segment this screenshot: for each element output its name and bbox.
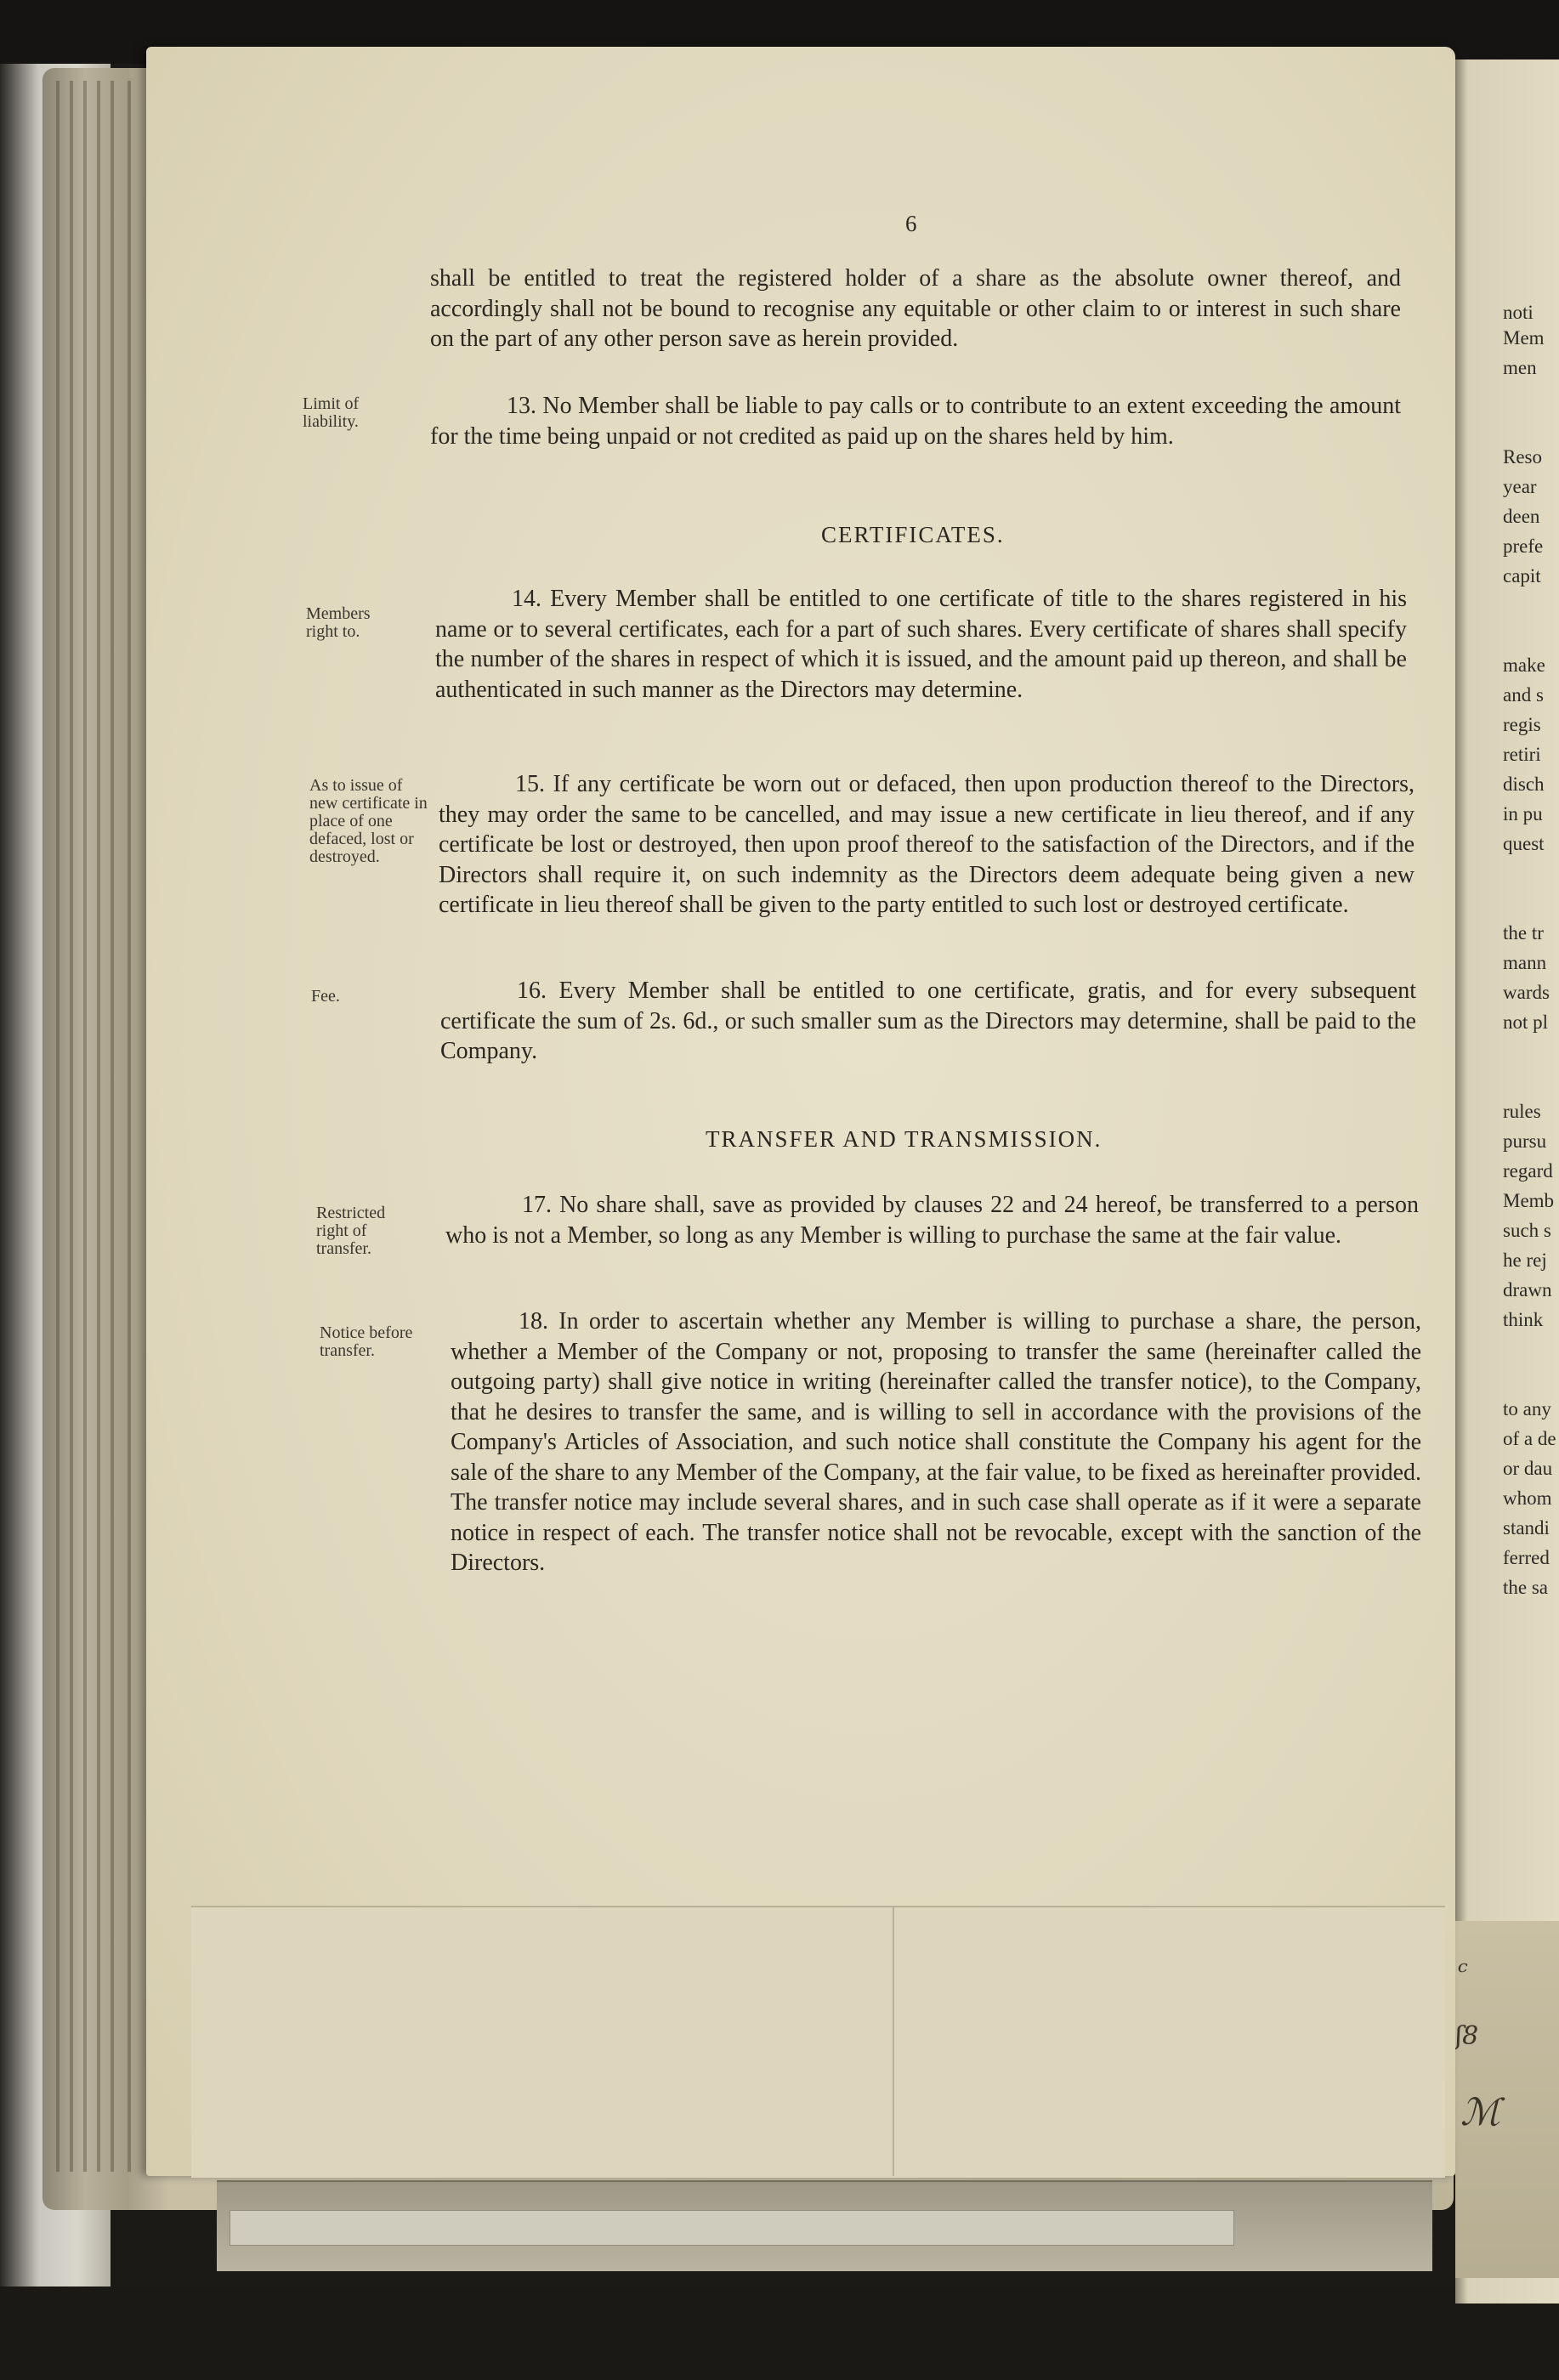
facing-fragment: Mem xyxy=(1503,327,1545,348)
facing-fragment: wards xyxy=(1503,982,1550,1003)
facing-fragment: the tr xyxy=(1503,922,1544,944)
margin-note-14: Members right to. xyxy=(306,604,371,641)
facing-fragment: quest xyxy=(1503,833,1545,854)
page-stack-line xyxy=(97,81,100,2172)
facing-fragment: drawn xyxy=(1503,1279,1552,1300)
facing-fragment: make xyxy=(1503,654,1545,676)
clause-number: 16. xyxy=(517,978,547,1004)
facing-fragment: to any xyxy=(1503,1398,1551,1420)
page-stack-line xyxy=(83,81,87,2172)
page-stack-line xyxy=(111,81,114,2172)
clause-number: 17. xyxy=(522,1192,552,1218)
facing-fragment: rules xyxy=(1503,1101,1541,1122)
heading-transfer: TRANSFER AND TRANSMISSION. xyxy=(706,1126,1103,1152)
facing-fragment: of a de xyxy=(1503,1428,1556,1449)
facing-fragment: year xyxy=(1503,476,1537,497)
clause-15 xyxy=(439,769,1414,921)
page-stack-line xyxy=(128,81,131,2172)
facing-fragment: the sa xyxy=(1503,1577,1549,1598)
facing-fragment: and s xyxy=(1503,684,1544,706)
page-lower-divider xyxy=(893,1906,894,2176)
facing-fragment: think xyxy=(1503,1309,1544,1330)
handwriting-mark: ᶜ xyxy=(1458,1955,1468,1989)
clause-text: Every Member shall be entitled to one certificate of title to the shares registered in his name or to several certificates, each for a part of such shares. Every certificate of shares shall specify the number of the shares in respect of which it is issued, and the amount paid up thereon, and shall be authenticated in such manner as the Directors may determine. xyxy=(435,586,1407,703)
page-lower-panel xyxy=(191,1906,1445,2178)
clause-16 xyxy=(440,976,1416,1067)
facing-fragment: Reso xyxy=(1503,446,1542,468)
facing-fragment: mann xyxy=(1503,952,1547,973)
clause-13 xyxy=(430,391,1401,451)
intro-paragraph: shall be entitled to treat the registered holder of a share as the absolute owner thereof, and accordingly shall not be bound to recognise any equitable or other claim to or interest in such share on the part of any other person save as herein provided. xyxy=(430,265,1401,352)
lower-leaf-slip xyxy=(230,2210,1234,2246)
facing-fragment: pursu xyxy=(1503,1130,1547,1152)
facing-fragment: prefe xyxy=(1503,536,1544,557)
clause-number: 13. xyxy=(507,393,536,419)
facing-fragment: he rej xyxy=(1503,1250,1547,1271)
facing-fragment: standi xyxy=(1503,1517,1550,1538)
facing-fragment: capit xyxy=(1503,565,1541,586)
facing-fragment: or dau xyxy=(1503,1458,1553,1479)
margin-note-16: Fee. xyxy=(311,987,340,1006)
facing-fragment: retiri xyxy=(1503,744,1541,765)
handwriting-mark: ʃ8 xyxy=(1455,2021,1479,2051)
bottom-shadow xyxy=(0,2286,1559,2380)
facing-fragment: deen xyxy=(1503,506,1540,527)
clause-text: No Member shall be liable to pay calls or to contribute to an extent exceeding the amount for the time being unpaid or not credited as paid up on the shares held by him. xyxy=(430,393,1402,450)
facing-fragment: regis xyxy=(1503,714,1541,735)
heading-certificates: CERTIFICATES. xyxy=(821,522,1005,547)
clause-text: Every Member shall be entitled to one certificate, gratis, and for every subsequent certificate the sum of 2s. 6d., or such smaller sum as the Directors may determine, shall be paid to the Company. xyxy=(440,978,1417,1064)
page-stack-line xyxy=(70,81,73,2172)
facing-fragment: ferred xyxy=(1503,1547,1550,1568)
margin-note-17: Restricted right of transfer. xyxy=(316,1204,386,1258)
margin-note-15: As to issue of new certificate in place of one defaced, lost or destroyed. xyxy=(309,776,428,866)
clause-text: No share shall, save as provided by clauses 22 and 24 hereof, be transferred to a person who is not a Member, so long as any Member is willing to purchase the same at the fair value. xyxy=(445,1192,1419,1249)
page-number: 6 xyxy=(905,211,917,236)
clause-text: In order to ascertain whether any Member is willing to purchase a share, the person, whether a Member of the Company or not, proposing to transfer the same (hereinafter called the outgoing party) shall give notice in writing (hereinafter called the transfer notice), to the Company, that he desires to transfer the same, and is willing to sell in accordance with the provisions of the Company's Articles of Association, and such notice shall constitute the Company his agent for the sale of the share to any Member of the Company, at the fair value, to be fixed as hereinafter provided. The transfer notice may include several shares, and in such case shall operate as if it were a separate notice in respect of each. The transfer notice shall not be revocable, except with the sanction of the Directors. xyxy=(451,1308,1421,1576)
facing-fragment: such s xyxy=(1503,1220,1551,1241)
facing-fragment: in pu xyxy=(1503,803,1543,824)
handwriting-mark: ℳ xyxy=(1460,2091,1501,2134)
document-page xyxy=(146,47,1455,2176)
clause-text: If any certificate be worn out or defaced, then upon production thereof to the Directors, they may order the same to be cancelled, and may issue a new certificate in lieu thereof, and if any certificate be lost or destroyed, then upon proof thereof to the satisfaction of the Directors, and if the Directors shall require it, on such indemnity as the Directors deem adequate being given a new certificate in lieu thereof shall be given to the party entitled to such lost or destroyed certificate. xyxy=(439,771,1414,918)
facing-fragment: Memb xyxy=(1503,1190,1555,1211)
facing-fragment: not pl xyxy=(1503,1012,1549,1033)
facing-fragment: noti xyxy=(1503,302,1533,323)
clause-17 xyxy=(445,1190,1419,1250)
clause-18 xyxy=(451,1306,1421,1578)
page-stack-line xyxy=(56,81,60,2172)
clause-14 xyxy=(435,584,1407,705)
clause-number: 15. xyxy=(515,771,545,797)
facing-fragment: regard xyxy=(1503,1160,1553,1182)
facing-fragment: disch xyxy=(1503,774,1545,795)
margin-note-18: Notice before transfer. xyxy=(320,1323,413,1360)
clause-number: 14. xyxy=(512,586,541,612)
clause-number: 18. xyxy=(519,1308,548,1334)
facing-fragment: men xyxy=(1503,357,1537,378)
margin-note-13: Limit of liability. xyxy=(303,394,360,431)
facing-fragment: whom xyxy=(1503,1488,1552,1509)
